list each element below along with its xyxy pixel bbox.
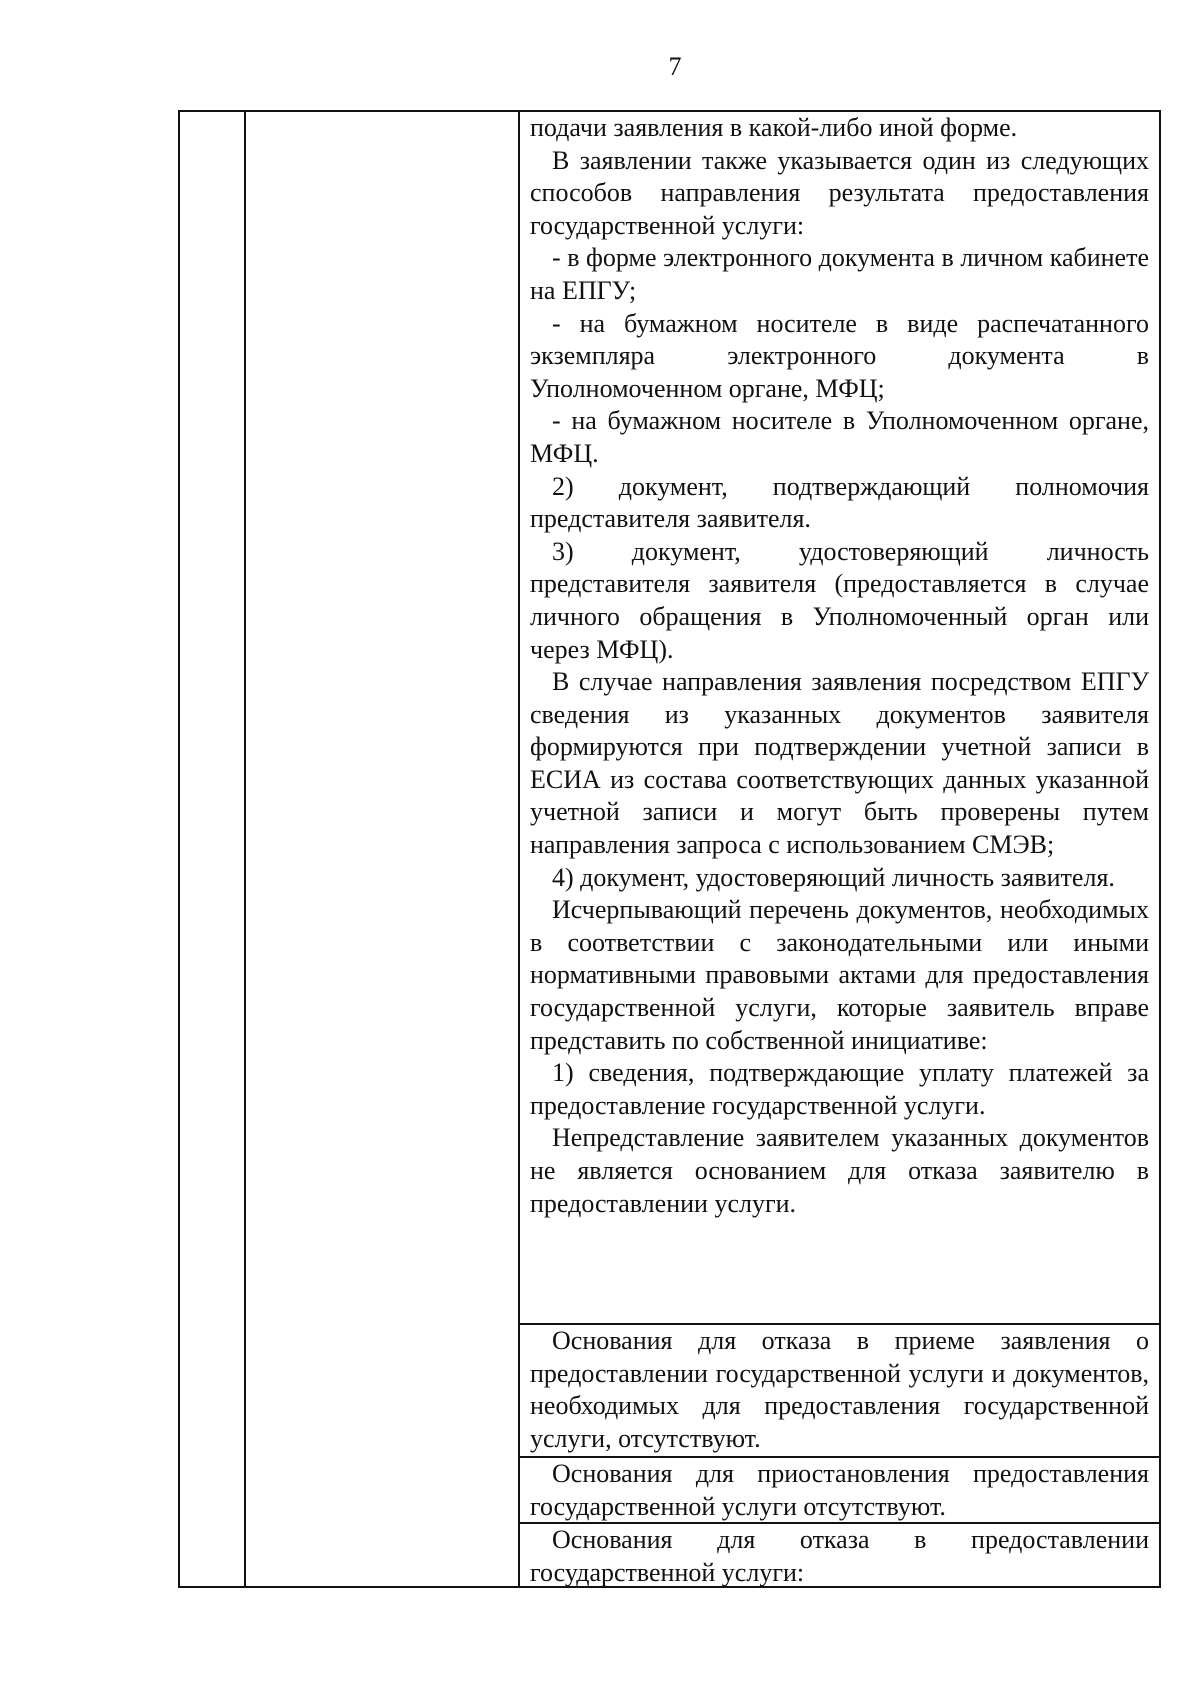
paragraph-suspension: Основания для приостановления предоставления государственной услуги отсутствуют. (530, 1459, 1149, 1521)
table-cell-refusal-service (520, 1522, 1159, 1590)
paragraph-continuation: подачи заявления в какой-либо иной форме. (530, 113, 1018, 142)
paragraph-refusal-service: Основания для отказа в предоставлении государственной услуги: (530, 1525, 1149, 1587)
table-column-divider-1 (244, 112, 246, 1586)
table-cell-documents-list (520, 112, 1159, 1323)
paragraph-epgu-note: В случае направления заявления посредством ЕПГУ сведения из указанных документов заявителя формируются при подтверждении учетной записи в ЕСИА из состава соответствующих данных указанной учетной записи и могут быть проверены путем направления запроса с использованием СМЭВ; (530, 667, 1149, 860)
table-cell-refusal-reception (520, 1323, 1159, 1456)
paragraph-method-printed: - на бумажном носителе в виде распечатанного экземпляра электронного документа в Уполномоченном органе, МФЦ; (530, 308, 1149, 403)
table-cell-suspension (520, 1456, 1159, 1522)
paragraph-exhaustive-list: Исчерпывающий перечень документов, необходимых в соответствии с законодательными или иными нормативными правовыми актами для предоставления государственной услуги, которые заявитель вправе представить по собственной инициативе: (530, 895, 1149, 1055)
paragraph-refusal-reception: Основания для отказа в приеме заявления о предоставлении государственной услуги и документов, необходимых для предоставления государственной услуги, отсутствуют. (530, 1326, 1149, 1453)
document-table (178, 110, 1161, 1588)
paragraph-item-4: 4) документ, удостоверяющий личность заявителя. (552, 862, 1115, 892)
paragraph-item-2: 2) документ, подтверждающий полномочия представителя заявителя. (530, 471, 1149, 534)
paragraph-method-electronic: - в форме электронного документа в личном кабинете на ЕПГУ; (530, 243, 1149, 305)
paragraph-result-methods: В заявлении также указывается один из следующих способов направления результата предоставления государственной услуги: (530, 145, 1149, 240)
page-number: 7 (668, 52, 682, 81)
paragraph-item-3: 3) документ, удостоверяющий личность представителя заявителя (предоставляется в случае личного обращения в Уполномоченный орган или через МФЦ). (530, 536, 1149, 664)
paragraph-non-submission: Непредставление заявителем указанных документов не является основанием для отказа заявителю в предоставлении услуги. (530, 1123, 1149, 1218)
paragraph-payment-item: 1) сведения, подтверждающие уплату платежей за предоставление государственной услуги. (530, 1058, 1149, 1120)
paragraph-method-paper: - на бумажном носителе в Уполномоченном органе, МФЦ. (530, 406, 1149, 468)
